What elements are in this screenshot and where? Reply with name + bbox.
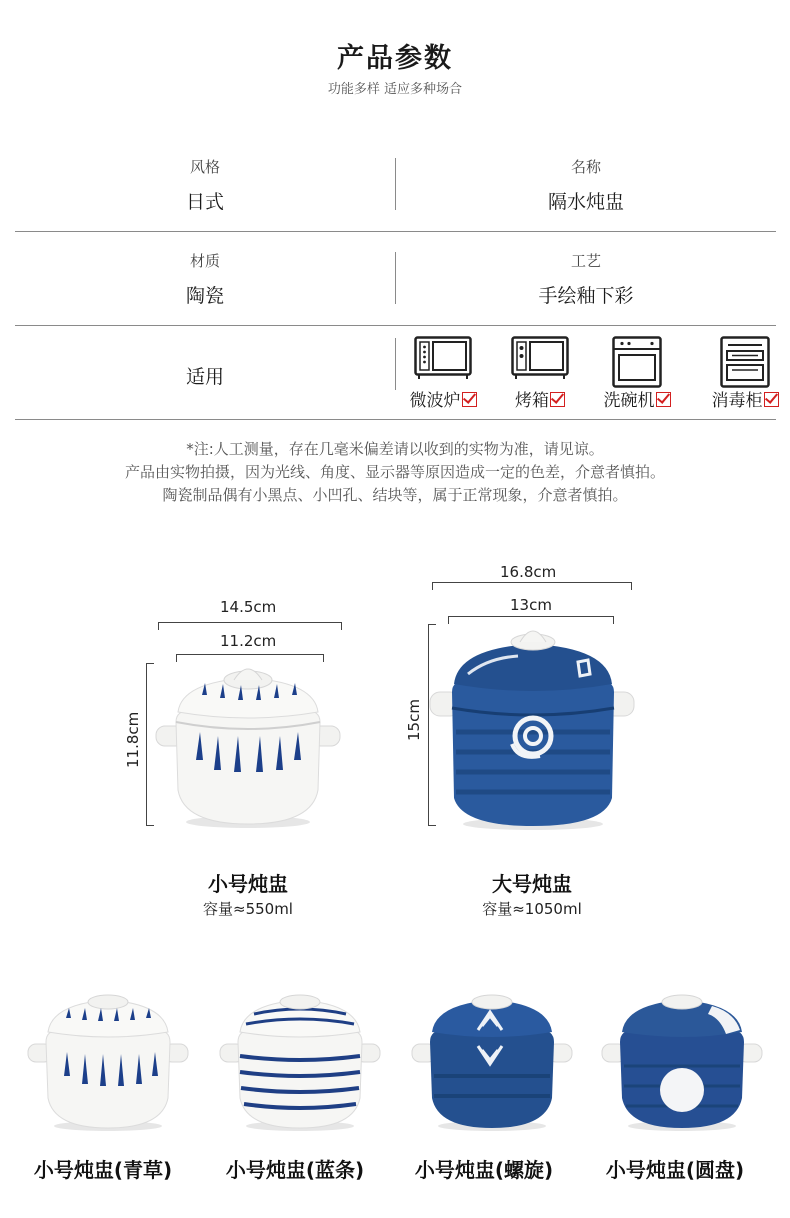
variant-pot-image-round-disc <box>600 986 764 1132</box>
appliance-sterilizer <box>697 336 790 411</box>
appliance-label: 烤箱 <box>492 386 588 411</box>
variant-pot-image-blue-stripes <box>218 986 382 1132</box>
variant-pot-image-spiral <box>410 986 574 1132</box>
checkbox-checked-icon <box>764 392 779 407</box>
spec-name <box>396 156 776 214</box>
dimension-line <box>158 622 342 630</box>
variant-name: 小号炖盅(青草) <box>33 1158 173 1182</box>
spec-value: 隔水炖盅 <box>547 191 624 213</box>
variant-name: 小号炖盅(螺旋) <box>414 1158 554 1182</box>
spec-value: 日式 <box>185 191 224 213</box>
spec-label: 风格 <box>189 158 220 176</box>
large-height: 15cm <box>405 699 423 741</box>
spec-label: 工艺 <box>570 252 601 270</box>
large-pot-image <box>428 622 638 832</box>
note-line: 产品由实物拍摄，因为光线、角度、显示器等原因造成一定的色差，介意者慎拍。 <box>124 463 665 481</box>
appliance-label: 微波炉 <box>395 386 491 411</box>
spec-value: 手绘釉下彩 <box>538 285 634 307</box>
page-title: 产品参数 <box>337 43 453 74</box>
appliance-microwave <box>395 336 491 411</box>
checkbox-checked-icon <box>462 392 477 407</box>
column-divider <box>395 338 396 390</box>
checkbox-checked-icon <box>550 392 565 407</box>
note-line: *注:人工测量，存在几毫米偏差请以收到的实物为准，请见谅。 <box>186 440 604 458</box>
spec-craft <box>396 250 776 308</box>
oven-icon <box>511 336 569 380</box>
spec-material <box>15 250 395 308</box>
large-width-outer: 16.8cm <box>500 563 557 581</box>
spec-label: 材质 <box>189 252 220 270</box>
spec-row-2 <box>15 244 776 326</box>
small-height: 11.8cm <box>124 711 142 768</box>
notes <box>0 438 790 507</box>
large-pot-name: 大号炖盅 <box>492 872 572 896</box>
dimension-line <box>432 582 632 590</box>
small-pot-name: 小号炖盅 <box>208 872 288 896</box>
spec-label: 名称 <box>570 158 601 176</box>
variant-name: 小号炖盅(蓝条) <box>225 1158 365 1182</box>
small-width-outer: 14.5cm <box>220 598 277 616</box>
spec-row-1 <box>15 150 776 232</box>
note-line: 陶瓷制品偶有小黑点、小凹孔、结块等，属于正常现象，介意者慎拍。 <box>162 486 628 504</box>
spec-style <box>15 156 395 214</box>
applicable-row <box>15 326 776 420</box>
large-pot-capacity: 容量≈1050ml <box>482 900 582 918</box>
small-pot-capacity: 容量≈550ml <box>203 900 293 918</box>
small-pot-image <box>152 660 344 830</box>
large-width-inner: 13cm <box>510 596 552 614</box>
variant-name: 小号炖盅(圆盘) <box>605 1158 745 1182</box>
variant-pot-image-green-grass <box>26 986 190 1132</box>
appliance-oven <box>492 336 588 411</box>
appliance-dishwasher <box>589 336 685 411</box>
appliance-label: 消毒柜 <box>697 386 790 411</box>
sterilizer-cabinet-icon <box>720 336 770 388</box>
appliance-label: 洗碗机 <box>589 386 685 411</box>
microwave-icon <box>414 336 472 380</box>
checkbox-checked-icon <box>656 392 671 407</box>
page-subtitle: 功能多样 适应多种场合 <box>327 82 463 97</box>
dishwasher-icon <box>612 336 662 388</box>
small-width-inner: 11.2cm <box>220 632 277 650</box>
applicable-label: 适用 <box>185 366 224 388</box>
spec-value: 陶瓷 <box>185 285 224 307</box>
